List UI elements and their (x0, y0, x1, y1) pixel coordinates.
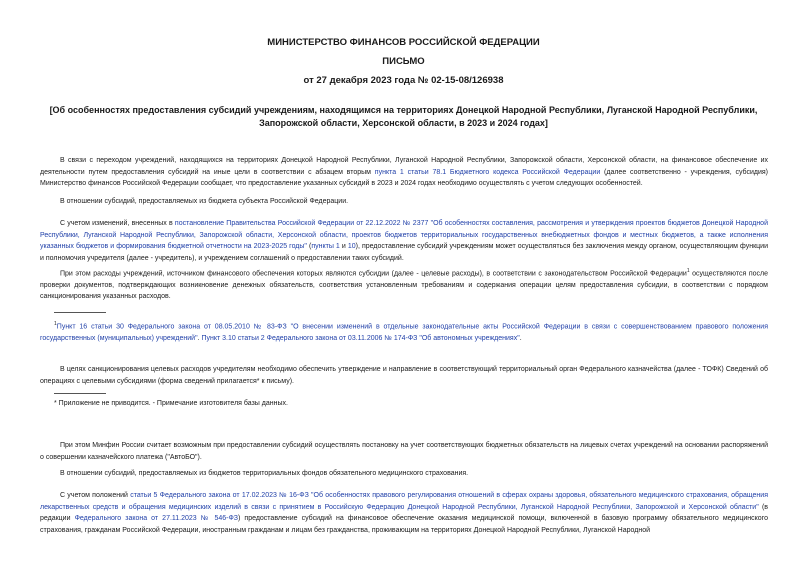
footnote-divider-2 (54, 393, 106, 394)
paragraph-decree-text-a: С учетом изменений, внесенных в (60, 220, 175, 227)
link-government-decree-2377[interactable]: постановление Правительства Российской Федерации от 22.12.2022 № 2377 "Об особенностях составления, рассмотрения и утверждения проектов бюджетов Донецкой Народной Республики, Луганской Народной Республики, Запорожской области, Херсонской области, проектов бюджетов территориальных государственных внебюджетных фондов и местных бюджетов, а также исполнения указанных бюджетов и формирования бюджетной отчетности на 2023-2025 годы" (40, 220, 768, 250)
document-date-number: от 27 декабря 2023 года № 02-15-08/126938 (303, 75, 504, 86)
footnote-1-marker: 1 (54, 321, 57, 327)
paragraph-medical-insurance-funds: В отношении субсидий, предоставляемых из бюджетов территориальных фондов обязательного медицинского страхования. (60, 470, 469, 477)
footnote-marker-1: 1 (686, 268, 690, 274)
paragraph-decree-text-d: ), предоставление субсидий учреждениям может осуществляться без заключения между органом, осуществляющим функции и полномочия учредителя (далее - учредитель), и учреждением соглашений о предоставлении таких субсидий. (40, 243, 768, 262)
footnote-divider-1 (54, 312, 106, 313)
paragraph-expenses-text-a: При этом расходы учреждений, источником финансового обеспечения которых являются субсидии (далее - целевые расходы), в соответствии с законодательством Российской Федерации (60, 270, 687, 278)
footnote-1-end: . (519, 334, 522, 342)
footnote-2-text: * Приложение не приводится. - Примечание изготовителя базы данных. (54, 400, 288, 407)
link-budget-code-article[interactable]: пункта 1 статьи 78.1 Бюджетного кодекса Российской Федерации (374, 168, 601, 176)
paragraph-intro-text-b: (далее соответственно - учреждения, субсидия) Министерство финансов Российской Федерации сообщает, что предоставление указанных субсидий в 2023 и 2024 годах необходимо осуществлять с учетом следующих особенностей. (40, 168, 768, 187)
document-subject: [Об особенностях предоставления субсидий учреждениям, находящимся на территориях Донецкой Народной Республики, Луганской Народной Республики, Запорожской области, Херсонской области, в 2023 и 2024 годах] (49, 105, 758, 128)
paragraph-avtobo: При этом Минфин России считает возможным при предоставлении субсидий осуществлять постановку на учет соответствующих бюджетных обязательств на лицевых счетах учреждений на основании распоряжений о совершении казначейского платежа ("АвтоБО"). (40, 442, 768, 461)
link-federal-law-83fz[interactable]: Пункт 16 статьи 30 Федерального закона от 08.05.2010 № 83-ФЗ "О внесении изменений в отдельные законодательные акты Российской Федерации в связи с совершенствованием правового положения государственных (муниципальных) учреждений" (40, 323, 768, 342)
paragraph-medical-law (40, 490, 768, 536)
paragraph-decree-text-b: ( (306, 243, 312, 250)
paragraph-medical-text-b: (в редакции (40, 503, 768, 522)
link-decree-item-10[interactable]: 10 (347, 243, 356, 250)
document-type-heading: ПИСЬМО (382, 56, 425, 67)
link-federal-law-16fz[interactable]: статьи 5 Федерального закона от 17.02.2023 № 16-ФЗ "Об особенностях правового регулирования отношений в сферах охраны здоровья, обязательного медицинского страхования, обращения лекарственных средств и обращения медицинских изделий в связи с принятием в Российскую Федерацию Донецкой Народной Республики, Луганской Народной Республики, Запорожской и Херсонской области" (40, 492, 768, 511)
paragraph-intro-text-a: В связи с переходом учреждений, находящихся на территориях Донецкой Народной Республики, Луганской Народной Республики, Запорожской области, Херсонской области, на финансовое обеспечение их деятельности путем предоставления субсидий на иные цели в соответствии с абзацем вторым (40, 157, 768, 176)
paragraph-regional-subsidies: В отношении субсидий, предоставляемых из бюджета субъекта Российской Федерации. (60, 198, 349, 205)
link-federal-law-174fz[interactable]: Пункт 3.10 статьи 2 Федерального закона от 03.11.2006 № 174-ФЗ "Об автономных учреждениях" (201, 334, 520, 342)
paragraph-government-decree (40, 218, 768, 264)
paragraph-intro (40, 155, 768, 190)
footnote-1 (40, 319, 768, 344)
paragraph-medical-text-a: С учетом положений (60, 492, 131, 499)
paragraph-authorization: В целях санкционирования целевых расходов учредителям необходимо обеспечить утверждение и направление в соответствующий территориальный орган Федерального казначейства (далее - ТОФК) Сведений об операциях с целевыми субсидиями (форма сведений прилагается* к письму). (40, 366, 768, 385)
footnote-2 (40, 398, 768, 410)
paragraph-target-expenses (40, 266, 768, 303)
footnote-1-separator: . (197, 334, 202, 342)
link-decree-item-1[interactable]: пункты 1 (311, 243, 340, 250)
paragraph-expenses-text-b: осуществляются после проверки документов, подтверждающих возникновение денежных обязательств, соответствия установленным требованиям и содержания операции целям предоставления субсидии, в соответствии с порядком санкционирования указанных расходов. (40, 270, 769, 301)
paragraph-decree-text-c: и (339, 243, 348, 250)
link-federal-law-546fz[interactable]: Федерального закона от 27.11.2023 № 546-ФЗ (74, 515, 239, 522)
ministry-heading: МИНИСТЕРСТВО ФИНАНСОВ РОССИЙСКОЙ ФЕДЕРАЦИИ (267, 37, 540, 48)
paragraph-medical-text-c: ) предоставление субсидий на финансовое обеспечение оказания медицинской помощи, включенной в базовую программу обязательного медицинского страхования, гражданам Российской Федерации, иностранным гражданам и лицам без гражданства, проживающим на территориях Донецкой Народной Республики, Луганской Народной (40, 515, 768, 534)
